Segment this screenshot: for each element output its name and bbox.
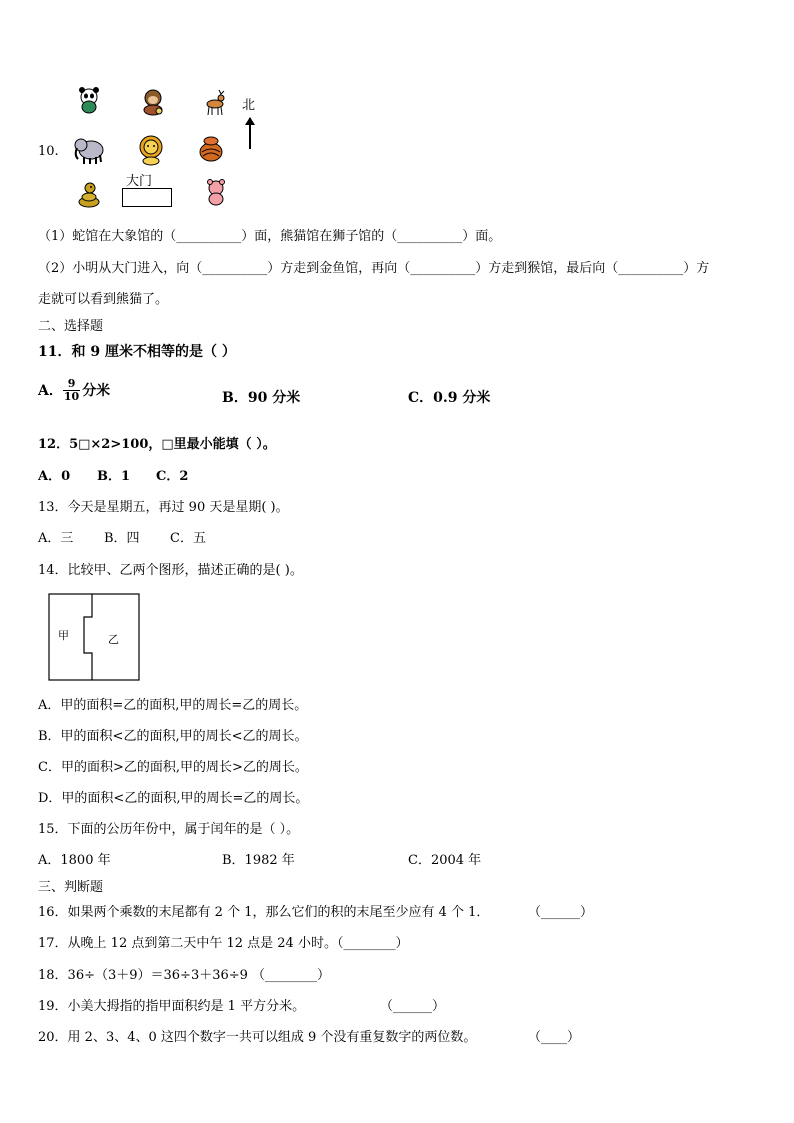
q11-stem: 11．和 9 厘米不相等的是（ ） [38,344,236,360]
q12-option-c[interactable]: C．2 [156,469,189,484]
q13-option-c[interactable]: C．五 [170,531,206,546]
bear-icon [203,178,229,206]
q12-stem: 12．5□×2>100，□里最小能填（ ）。 [38,437,276,452]
north-label: 北 [242,98,256,113]
q13-option-a[interactable]: A．三 [38,531,74,546]
q11-option-c[interactable]: C．0.9 分米 [408,390,491,406]
section-heading-judge: 三、判断题 [38,880,104,895]
option-label: A． [38,382,63,399]
q10-sub2-line1: （2）小明从大门进入，向（__________）方走到金鱼馆，再向（__________）方走到猴馆，最后向（__________）方 [38,261,710,276]
elephant-icon [72,135,106,165]
q14-option-c[interactable]: C．甲的面积>乙的面积,甲的周长>乙的周长。 [38,760,308,775]
q15-option-b[interactable]: B．1982 年 [222,853,295,868]
question-number: 10. [38,144,59,159]
fraction-denominator: 10 [63,390,80,403]
q15-stem: 15．下面的公历年份中，属于闰年的是（ ）。 [38,822,300,837]
q16-answer-blank[interactable]: （______） [528,905,594,920]
q17-stem: 17．从晚上 12 点到第二天中午 12 点是 24 小时。（________） [38,936,409,951]
lion-icon [136,134,166,166]
fraction [63,378,80,403]
shape-jia-label: 甲 [58,629,69,642]
q18-stem: 18．36÷（3＋9）＝36÷3＋36÷9 （________） [38,968,331,983]
shape-yi-label: 乙 [108,633,119,646]
q14-stem: 14．比较甲、乙两个图形，描述正确的是( )。 [38,563,303,578]
q12-option-b[interactable]: B．1 [97,469,131,484]
fraction-numerator: 9 [63,378,80,391]
panda-icon [76,86,102,114]
q14-option-a[interactable]: A．甲的面积=乙的面积,甲的周长=乙的周长。 [38,698,308,713]
q11-option-b[interactable]: B．90 分米 [222,390,301,406]
q20-answer-blank[interactable]: （____） [528,1030,581,1045]
north-arrow-icon [244,116,256,150]
q14-option-b[interactable]: B．甲的面积<乙的面积,甲的周长<乙的周长。 [38,729,308,744]
q15-option-a[interactable]: A．1800 年 [38,853,111,868]
q15-option-c[interactable]: C．2004 年 [408,853,482,868]
monkey-icon [140,88,166,116]
q16-stem: 16．如果两个乘数的末尾都有 2 个 1，那么它们的积的末尾至少应有 4 个 1． [38,905,490,920]
q12-option-a[interactable]: A．0 [38,469,71,484]
gate-box [122,188,172,207]
q10-sub2-line2: 走就可以看到熊猫了。 [38,292,169,307]
snake-icon [76,180,102,208]
goldfish-icon [196,134,226,164]
q11-option-a[interactable] [38,378,110,403]
q13-stem: 13．今天是星期五，再过 90 天是星期( )。 [38,500,289,515]
option-unit: 分米 [82,382,111,399]
q19-answer-blank[interactable]: （______） [380,999,446,1014]
section-heading-choice: 二、选择题 [38,319,104,334]
gate-label: 大门 [126,174,153,189]
q13-option-b[interactable]: B．四 [104,531,140,546]
q10-sub1: （1）蛇馆在大象馆的（__________）面，熊猫馆在狮子馆的（__________）面。 [38,229,502,244]
q14-option-d[interactable]: D．甲的面积<乙的面积,甲的周长=乙的周长。 [38,791,309,806]
deer-icon [203,88,229,116]
q19-stem: 19．小美大拇指的指甲面积约是 1 平方分米。 [38,999,306,1014]
q20-stem: 20．用 2、3、4、0 这四个数字一共可以组成 9 个没有重复数字的两位数。 [38,1030,477,1045]
